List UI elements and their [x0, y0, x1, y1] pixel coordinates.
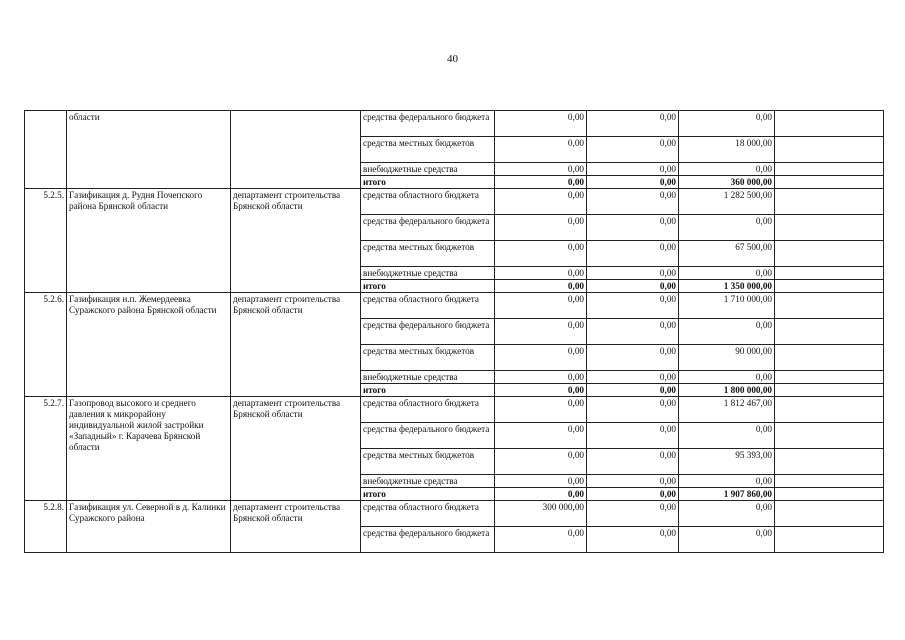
amount-v2: 0,00 — [587, 241, 679, 267]
amount-v1: 0,00 — [495, 189, 587, 215]
amount-v3: 18 000,00 — [679, 137, 775, 163]
amount-v2: 0,00 — [587, 189, 679, 215]
amount-v3: 360 000,00 — [679, 176, 775, 189]
table-row — [25, 397, 884, 423]
amount-v3: 67 500,00 — [679, 241, 775, 267]
empty-cell — [775, 475, 884, 488]
funding-source: итого — [361, 488, 495, 501]
funding-table — [24, 110, 884, 553]
funding-source: средства местных бюджетов — [361, 241, 495, 267]
amount-v1: 0,00 — [495, 319, 587, 345]
empty-cell — [775, 384, 884, 397]
amount-v2: 0,00 — [587, 423, 679, 449]
amount-v2: 0,00 — [587, 488, 679, 501]
item-name: Газификация ул. Северной в д. Калинки Суражского района — [67, 501, 231, 553]
amount-v3: 0,00 — [679, 267, 775, 280]
amount-v3: 0,00 — [679, 215, 775, 241]
amount-v3: 90 000,00 — [679, 345, 775, 371]
funding-source: средства областного бюджета — [361, 293, 495, 319]
amount-v1: 300 000,00 — [495, 501, 587, 527]
amount-v2: 0,00 — [587, 371, 679, 384]
amount-v3: 0,00 — [679, 527, 775, 553]
funding-source: средства областного бюджета — [361, 397, 495, 423]
table-row — [25, 293, 884, 319]
empty-cell — [775, 527, 884, 553]
amount-v2: 0,00 — [587, 501, 679, 527]
funding-source: внебюджетные средства — [361, 475, 495, 488]
empty-cell — [775, 397, 884, 423]
funding-source: средства местных бюджетов — [361, 449, 495, 475]
amount-v3: 1 800 000,00 — [679, 384, 775, 397]
amount-v3: 0,00 — [679, 371, 775, 384]
empty-cell — [775, 267, 884, 280]
empty-cell — [775, 488, 884, 501]
item-department: департамент строительства Брянской области — [231, 293, 361, 397]
amount-v1: 0,00 — [495, 371, 587, 384]
item-name: Газификация д. Рудня Почепского района Брянской области — [67, 189, 231, 293]
amount-v3: 1 812 467,00 — [679, 397, 775, 423]
empty-cell — [775, 501, 884, 527]
amount-v1: 0,00 — [495, 215, 587, 241]
funding-source: внебюджетные средства — [361, 371, 495, 384]
empty-cell — [775, 241, 884, 267]
amount-v3: 0,00 — [679, 501, 775, 527]
amount-v1: 0,00 — [495, 293, 587, 319]
item-code: 5.2.8. — [25, 501, 67, 553]
amount-v3: 0,00 — [679, 163, 775, 176]
amount-v1: 0,00 — [495, 176, 587, 189]
table-body — [25, 111, 884, 553]
amount-v2: 0,00 — [587, 397, 679, 423]
item-name: Газификация н.п. Жемердеевка Суражского района Брянской области — [67, 293, 231, 397]
funding-source: средства местных бюджетов — [361, 137, 495, 163]
amount-v2: 0,00 — [587, 163, 679, 176]
item-code: 5.2.6. — [25, 293, 67, 397]
empty-cell — [775, 280, 884, 293]
amount-v1: 0,00 — [495, 488, 587, 501]
item-name: области — [67, 111, 231, 189]
amount-v3: 1 350 000,00 — [679, 280, 775, 293]
table-row — [25, 501, 884, 527]
funding-source: средства областного бюджета — [361, 501, 495, 527]
amount-v2: 0,00 — [587, 215, 679, 241]
funding-source: итого — [361, 280, 495, 293]
amount-v2: 0,00 — [587, 319, 679, 345]
item-code: 5.2.5. — [25, 189, 67, 293]
amount-v3: 0,00 — [679, 475, 775, 488]
amount-v2: 0,00 — [587, 293, 679, 319]
funding-source: итого — [361, 384, 495, 397]
amount-v2: 0,00 — [587, 176, 679, 189]
funding-source: внебюджетные средства — [361, 163, 495, 176]
empty-cell — [775, 163, 884, 176]
funding-source: итого — [361, 176, 495, 189]
amount-v2: 0,00 — [587, 384, 679, 397]
amount-v2: 0,00 — [587, 280, 679, 293]
amount-v2: 0,00 — [587, 345, 679, 371]
amount-v3: 0,00 — [679, 423, 775, 449]
funding-source: внебюджетные средства — [361, 267, 495, 280]
amount-v1: 0,00 — [495, 527, 587, 553]
funding-source: средства федерального бюджета — [361, 527, 495, 553]
item-department: департамент строительства Брянской области — [231, 501, 361, 553]
amount-v3: 1 282 500,00 — [679, 189, 775, 215]
amount-v1: 0,00 — [495, 423, 587, 449]
amount-v1: 0,00 — [495, 345, 587, 371]
empty-cell — [775, 345, 884, 371]
amount-v1: 0,00 — [495, 449, 587, 475]
amount-v2: 0,00 — [587, 137, 679, 163]
empty-cell — [775, 215, 884, 241]
amount-v1: 0,00 — [495, 384, 587, 397]
amount-v1: 0,00 — [495, 397, 587, 423]
funding-source: средства федерального бюджета — [361, 111, 495, 137]
amount-v2: 0,00 — [587, 267, 679, 280]
funding-source: средства областного бюджета — [361, 189, 495, 215]
table-row — [25, 111, 884, 137]
amount-v3: 1 907 860,00 — [679, 488, 775, 501]
item-code: 5.2.7. — [25, 397, 67, 501]
item-department: департамент строительства Брянской области — [231, 189, 361, 293]
funding-source: средства местных бюджетов — [361, 345, 495, 371]
amount-v2: 0,00 — [587, 527, 679, 553]
amount-v3: 0,00 — [679, 319, 775, 345]
item-name: Газопровод высокого и среднего давления к микрорайону индивидуальной жилой застройки «Западный» г. Карачева Брянской области — [67, 397, 231, 501]
empty-cell — [775, 137, 884, 163]
empty-cell — [775, 319, 884, 345]
empty-cell — [775, 293, 884, 319]
item-department — [231, 111, 361, 189]
funding-source: средства федерального бюджета — [361, 423, 495, 449]
funding-source: средства федерального бюджета — [361, 319, 495, 345]
item-code — [25, 111, 67, 189]
amount-v3: 95 393,00 — [679, 449, 775, 475]
amount-v2: 0,00 — [587, 111, 679, 137]
amount-v1: 0,00 — [495, 267, 587, 280]
amount-v2: 0,00 — [587, 475, 679, 488]
amount-v1: 0,00 — [495, 280, 587, 293]
funding-source: средства федерального бюджета — [361, 215, 495, 241]
empty-cell — [775, 371, 884, 384]
amount-v1: 0,00 — [495, 163, 587, 176]
amount-v1: 0,00 — [495, 241, 587, 267]
page-number: 40 — [447, 53, 458, 65]
amount-v2: 0,00 — [587, 449, 679, 475]
empty-cell — [775, 423, 884, 449]
amount-v1: 0,00 — [495, 475, 587, 488]
amount-v1: 0,00 — [495, 111, 587, 137]
amount-v3: 0,00 — [679, 111, 775, 137]
amount-v1: 0,00 — [495, 137, 587, 163]
amount-v3: 1 710 000,00 — [679, 293, 775, 319]
item-department: департамент строительства Брянской области — [231, 397, 361, 501]
table-row — [25, 189, 884, 215]
empty-cell — [775, 111, 884, 137]
empty-cell — [775, 176, 884, 189]
empty-cell — [775, 449, 884, 475]
empty-cell — [775, 189, 884, 215]
